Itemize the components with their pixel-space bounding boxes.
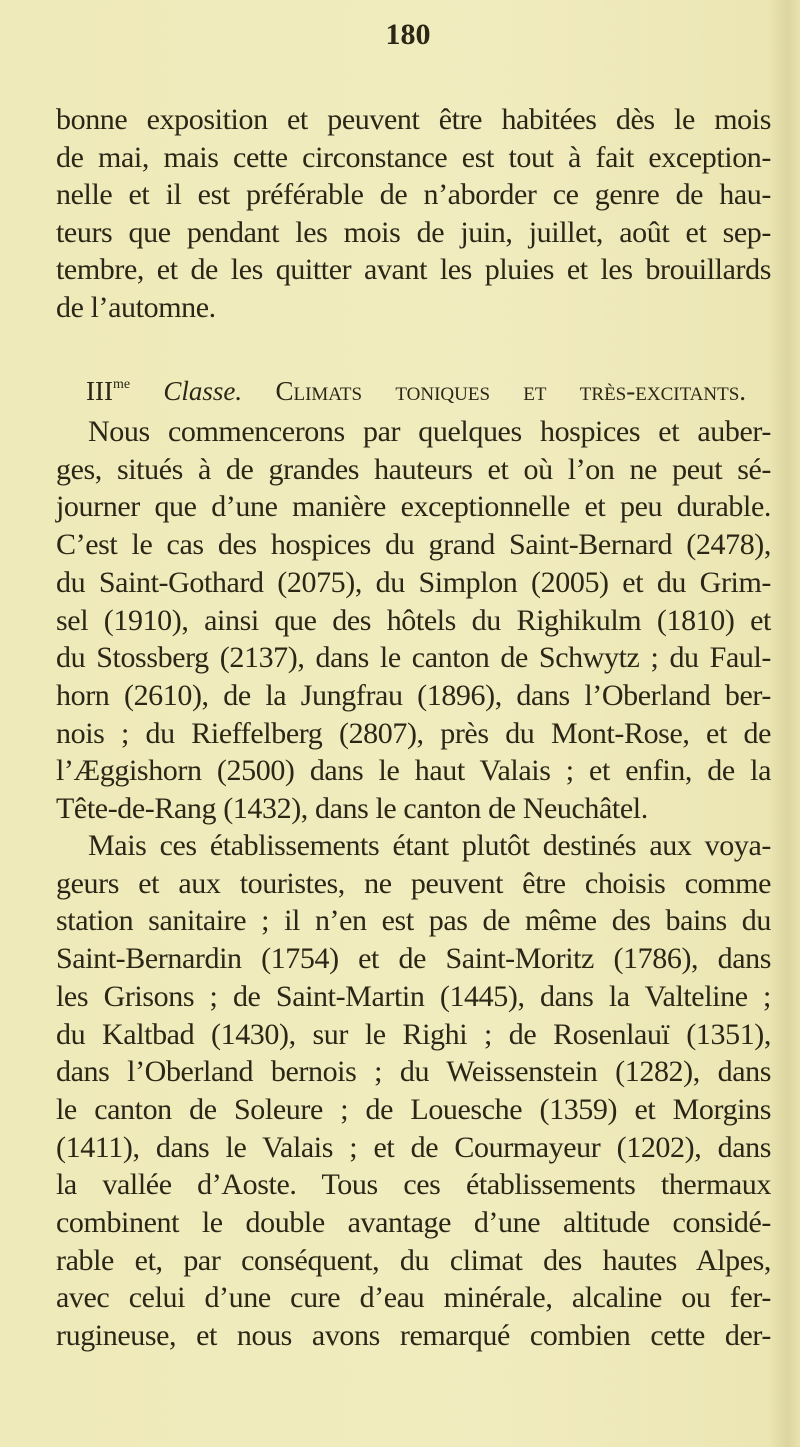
- text-line: rable et, par conséquent, du climat des hautes Alpes,: [56, 1243, 771, 1277]
- text-line: ges, situés à de grandes hauteurs et où l’on ne peut sé-: [56, 452, 771, 486]
- text-line: Mais ces établissements étant plutôt destinés aux voya-: [88, 829, 771, 862]
- text-line: bonne exposition et peuvent être habitées dès le mois: [56, 103, 771, 136]
- text-line: du Saint-Gothard (2075), du Simplon (2005) et du Grim-: [56, 565, 771, 599]
- heading-title: Climats toniques et très-excitants.: [275, 376, 747, 406]
- text-line: avec celui d’une cure d’eau minérale, alcaline ou fer-: [56, 1281, 771, 1315]
- text-line: geurs et aux touristes, ne peuvent être choisis comme: [56, 866, 771, 900]
- heading-superscript: me: [112, 377, 131, 392]
- text-line: station sanitaire ; il n’en est pas de même des bains du: [56, 904, 771, 938]
- heading-numeral: III: [86, 376, 113, 406]
- text-line: tembre, et de les quitter avant les pluies et les brouillards: [56, 253, 771, 287]
- text-line: sel (1910), ainsi que des hôtels du Righikulm (1810) et: [56, 603, 771, 637]
- text-line: rugineuse, et nous avons remarqué combien cette der-: [56, 1319, 771, 1353]
- text-line: horn (2610), de la Jungfrau (1896), dans l’Oberland ber-: [56, 678, 771, 712]
- page-number: 180: [385, 18, 431, 51]
- section-heading: [86, 367, 746, 409]
- text-line: Tête-de-Rang (1432), dans le canton de Neuchâtel.: [56, 792, 648, 825]
- text-line: du Stossberg (2137), dans le canton de Schwytz ; du Faul-: [56, 641, 771, 675]
- text-line: combinent le double avantage d’une altitude considé-: [56, 1206, 771, 1239]
- text-line: Saint-Bernardin (1754) et de Saint-Moritz (1786), dans: [56, 942, 771, 976]
- text-line: les Grisons ; de Saint-Martin (1445), dans la Valteline ;: [56, 979, 771, 1013]
- text-line: teurs que pendant les mois de juin, juillet, août et sep-: [56, 215, 771, 249]
- text-line: nelle et il est préférable de n’aborder ce genre de hau-: [56, 178, 771, 212]
- text-line: journer que d’une manière exceptionnelle et peu durable.: [56, 490, 771, 524]
- text-line: la vallée d’Aoste. Tous ces établissements thermaux: [56, 1168, 771, 1202]
- text-line: nois ; du Rieffelberg (2807), près du Mont-Rose, et de: [56, 716, 771, 750]
- text-line: dans l’Oberland bernois ; du Weissenstein (1282), dans: [56, 1055, 771, 1089]
- text-line: le canton de Soleure ; de Louesche (1359) et Morgins: [56, 1092, 771, 1126]
- text-line: du Kaltbad (1430), sur le Righi ; de Rosenlauï (1351),: [56, 1017, 771, 1051]
- text-line: Nous commencerons par quelques hospices et auber-: [88, 415, 771, 448]
- text-line: de mai, mais cette circonstance est tout à fait exception-: [56, 140, 771, 174]
- text-line: de l’automne.: [56, 291, 216, 324]
- heading-classe: Classe.: [163, 376, 243, 406]
- text-line: (1411), dans le Valais ; et de Courmayeur (1202), dans: [56, 1130, 771, 1164]
- text-line: C’est le cas des hospices du grand Saint-Bernard (2478),: [56, 528, 771, 562]
- text-line: l’Æggishorn (2500) dans le haut Valais ; et enfin, de la: [56, 754, 771, 788]
